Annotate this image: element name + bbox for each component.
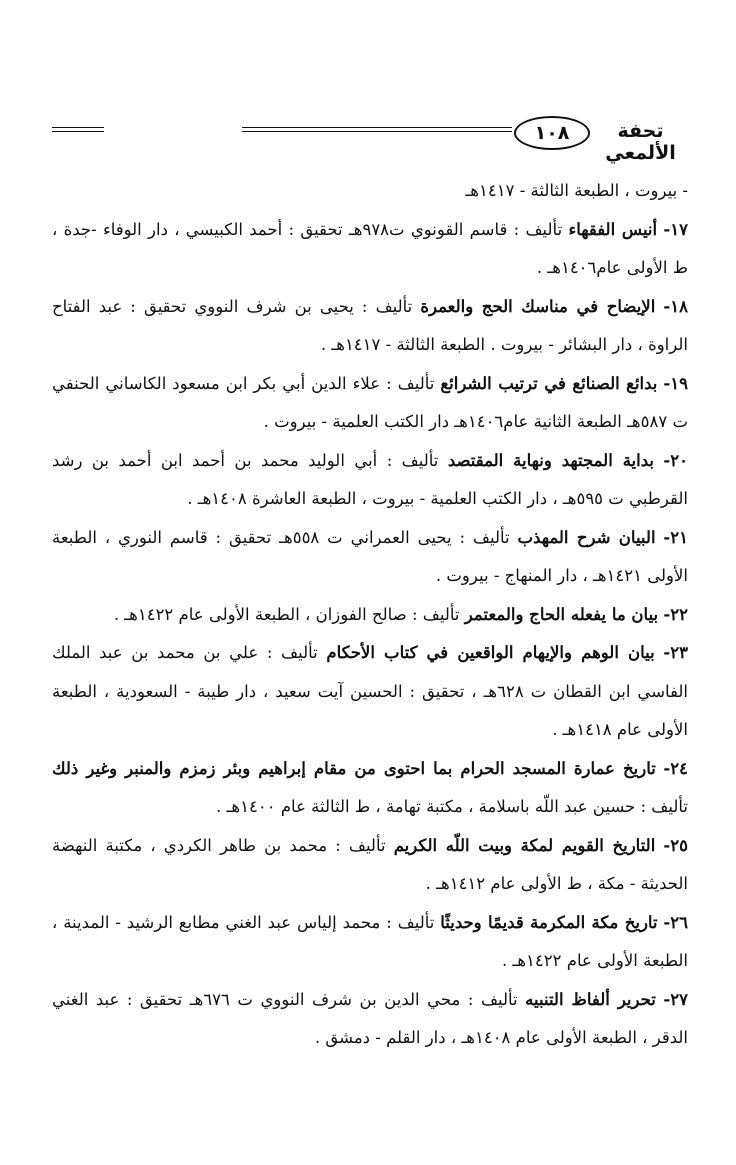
header-rule-short [52, 127, 104, 132]
header-rule-long [242, 127, 512, 132]
list-item: ٢١- البيان شرح المهذب تأليف : يحيى العمراني ت ٥٥٨هـ تحقيق : قاسم النوري ، الطبعة الأولى ١٤٢١هـ ، دار المنهاج - بيروت . [52, 527, 689, 585]
list-item: ٢٤- تاريخ عمارة المسجد الحرام بما احتوى من مقام إبراهيم وبئر زمزم والمنبر وغير ذلك تأليف : حسين عبد اللّه باسلامة ، مكتبة تهامة ، ط الثالثة عام ١٤٠٠هـ . [52, 758, 688, 816]
list-item: ٢٣- بيان الوهم والإيهام الواقعين في كتاب الأحكام تأليف : علي بن محمد بن عبد الملك الفاسي ابن القطان ت ٦٢٨هـ ، تحقيق : الحسين آيت سعيد ، دار طيبة - السعودية ، الطبعة الأولى عام ١٤١٨هـ . [52, 643, 688, 739]
page-number-badge [514, 116, 590, 150]
list-item: ١٧- أنيس الفقهاء تأليف : قاسم القونوي ت٩٧٨هـ تحقيق : أحمد الكبيسي ، دار الوفاء -جدة ، ط الأولى عام١٤٠٦هـ . [52, 219, 688, 277]
list-item: ٢٥- التاريخ القويم لمكة وبيت اللّه الكريم تأليف : محمد بن طاهر الكردي ، مكتبة النهضة الحديثة - مكة ، ط الأولى عام ١٤١٢هـ . [52, 835, 689, 893]
bibliography-list [52, 172, 688, 1058]
running-title: تحفة الألمعي [605, 120, 676, 164]
list-item: ١٩- بدائع الصنائع في ترتيب الشرائع تأليف : علاء الدين أبي بكر ابن مسعود الكاساني الحنفي ت ٥٨٧هـ الطبعة الثانية عام١٤٠٦هـ دار الكتب العلمية - بيروت . [52, 373, 689, 431]
list-item: ٢٦- تاريخ مكة المكرمة قديمًا وحديثًا تأليف : محمد إلياس عبد الغني مطابع الرشيد - المدينة ، الطبعة الأولى عام ١٤٢٢هـ . [52, 912, 688, 970]
page-number: ١٠٨ [534, 122, 570, 144]
list-item: - بيروت ، الطبعة الثالثة - ١٤١٧هـ [465, 181, 688, 200]
list-item: ٢٧- تحرير ألفاظ التنبيه تأليف : محي الدين بن شرف النووي ت ٦٧٦هـ تحقيق : عبد الغني الدقر ، الطبعة الأولى عام ١٤٠٨هـ ، دار القلم - دمشق . [52, 989, 688, 1047]
running-header [52, 112, 688, 164]
list-item: ٢٢- بيان ما يفعله الحاج والمعتمر تأليف : صالح الفوزان ، الطبعة الأولى عام ١٤٢٢هـ . [113, 604, 688, 624]
list-item: ٢٠- بداية المجتهد ونهاية المقتصد تأليف : أبي الوليد محمد بن أحمد ابن أحمد بن رشد القرطبي ت ٥٩٥هـ ، دار الكتب العلمية - بيروت ، الطبعة العاشرة ١٤٠٨هـ . [52, 450, 689, 508]
list-item: ١٨- الإيضاح في مناسك الحج والعمرة تأليف : يحيى بن شرف النووي تحقيق : عبد الفتاح الراوة ، دار البشائر - بيروت . الطبعة الثالثة - ١٤١٧هـ . [52, 296, 688, 354]
